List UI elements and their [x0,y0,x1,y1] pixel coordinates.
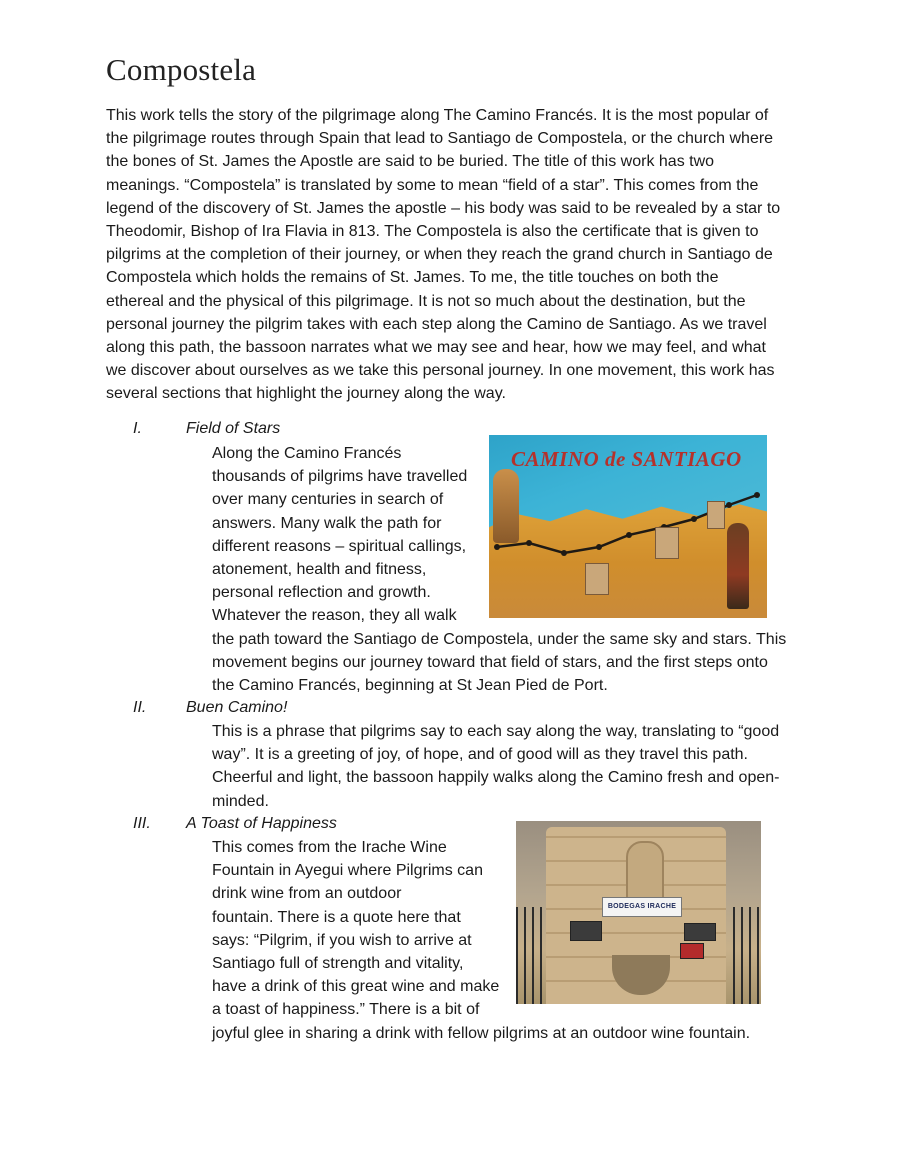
iron-gate-right [733,907,761,1004]
iron-gate-left [516,907,544,1004]
section-numeral: I. [133,420,142,437]
intro-line: Theodomir, Bishop of Ira Flavia in 813. The Compostela is also the certificate that is given to [106,223,759,241]
intro-line: Compostela which holds the remains of St. James. To me, the title touches on both the [106,269,719,287]
route-line [489,435,767,618]
section-line: Along the Camino Francés [212,445,402,462]
intro-line: the bones of St. James the Apostle are said to be buried. The title of this work has two [106,153,715,171]
camino-map-image [489,435,767,618]
intro-line: meanings. “Compostela” is translated by some to mean “field of a star”. This comes from the [106,176,759,194]
plaque-right [684,923,716,941]
section-line: personal reflection and growth. [212,584,431,602]
map-title-text: CAMINO de SANTIAGO [511,447,742,471]
section-line: Cheerful and light, the bassoon happily walks along the Camino fresh and open- [212,769,780,787]
section-line: have a drink of this great wine and make [212,978,500,996]
stone-niche [626,841,664,901]
section-line: This is a phrase that pilgrims say to each say along the way, translating to “good [212,723,780,740]
section-line: minded. [212,792,269,810]
intro-line: This work tells the story of the pilgrimage along The Camino Francés. It is the most popular of [106,107,769,124]
section-line: over many centuries in search of [212,491,444,509]
intro-line: the pilgrimage routes through Spain that lead to Santiago de Compostela, or the church where [106,130,774,148]
pilgrim-figure [727,523,749,609]
section-line: answers. Many walk the path for [212,514,442,532]
intro-line: pilgrims at the completion of their journey, or when they reach the grand church in Santiago de [106,246,773,264]
section-line: atonement, health and fitness, [212,561,427,579]
section-line: movement begins our journey toward that field of stars, and the first steps onto [212,653,768,671]
intro-line: several sections that highlight the journey along the way. [106,385,506,403]
intro-line: we discover about ourselves as we take this personal journey. In one movement, this work has [106,362,775,380]
section-numeral: III. [133,815,151,832]
section-numeral: II. [133,699,147,716]
intro-line: legend of the discovery of St. James the apostle – his body was said to be revealed by a star to [106,199,781,217]
intro-paragraph [106,104,796,406]
section-line: thousands of pilgrims have travelled [212,468,468,486]
section-line: drink wine from an outdoor [212,885,402,903]
red-sign [680,943,704,959]
section-line: Santiago full of strength and vitality, [212,955,464,973]
section-line: a toast of happiness.” There is a bit of [212,1001,480,1019]
section-line: fountain. There is a quote here that [212,908,461,926]
section-title: Field of Stars [186,420,281,437]
section-line: says: “Pilgrim, if you wish to arrive at [212,931,472,949]
section-title: Buen Camino! [186,699,288,716]
cathedral-icon [585,563,609,595]
section-line: This comes from the Irache Wine [212,839,447,856]
saint-figure [493,469,519,543]
church-icon [655,527,679,559]
page-title: Compostela [106,52,257,87]
section-line: the Camino Francés, beginning at St Jean Pied de Port. [212,677,608,695]
section-body [212,720,779,813]
intro-line: ethereal and the physical of this pilgrimage. It is not so much about the destination, but the [106,292,746,310]
tower-icon [707,501,725,529]
intro-line: along this path, the bassoon narrates what we may see and hear, how we may feel, and what [106,339,766,357]
section-line: the path toward the Santiago de Compostela, under the same sky and stars. This [212,630,787,648]
section-line: Fountain in Ayegui where Pilgrims can [212,862,483,880]
section-title: A Toast of Happiness [186,815,337,832]
section-line: Whatever the reason, they all walk [212,607,457,625]
plaque-left [570,921,602,941]
bodegas-sign: BODEGAS IRACHE [602,897,682,917]
section-line: joyful glee in sharing a drink with fellow pilgrims at an outdoor wine fountain. [212,1024,751,1042]
section-line: different reasons – spiritual callings, [212,537,467,555]
section-line: way”. It is a greeting of joy, of hope, and of good will as they travel this path. [212,746,748,764]
intro-line: personal journey the pilgrim takes with each step along the Camino de Santiago. As we travel [106,315,767,333]
irache-fountain-image [516,821,761,1004]
